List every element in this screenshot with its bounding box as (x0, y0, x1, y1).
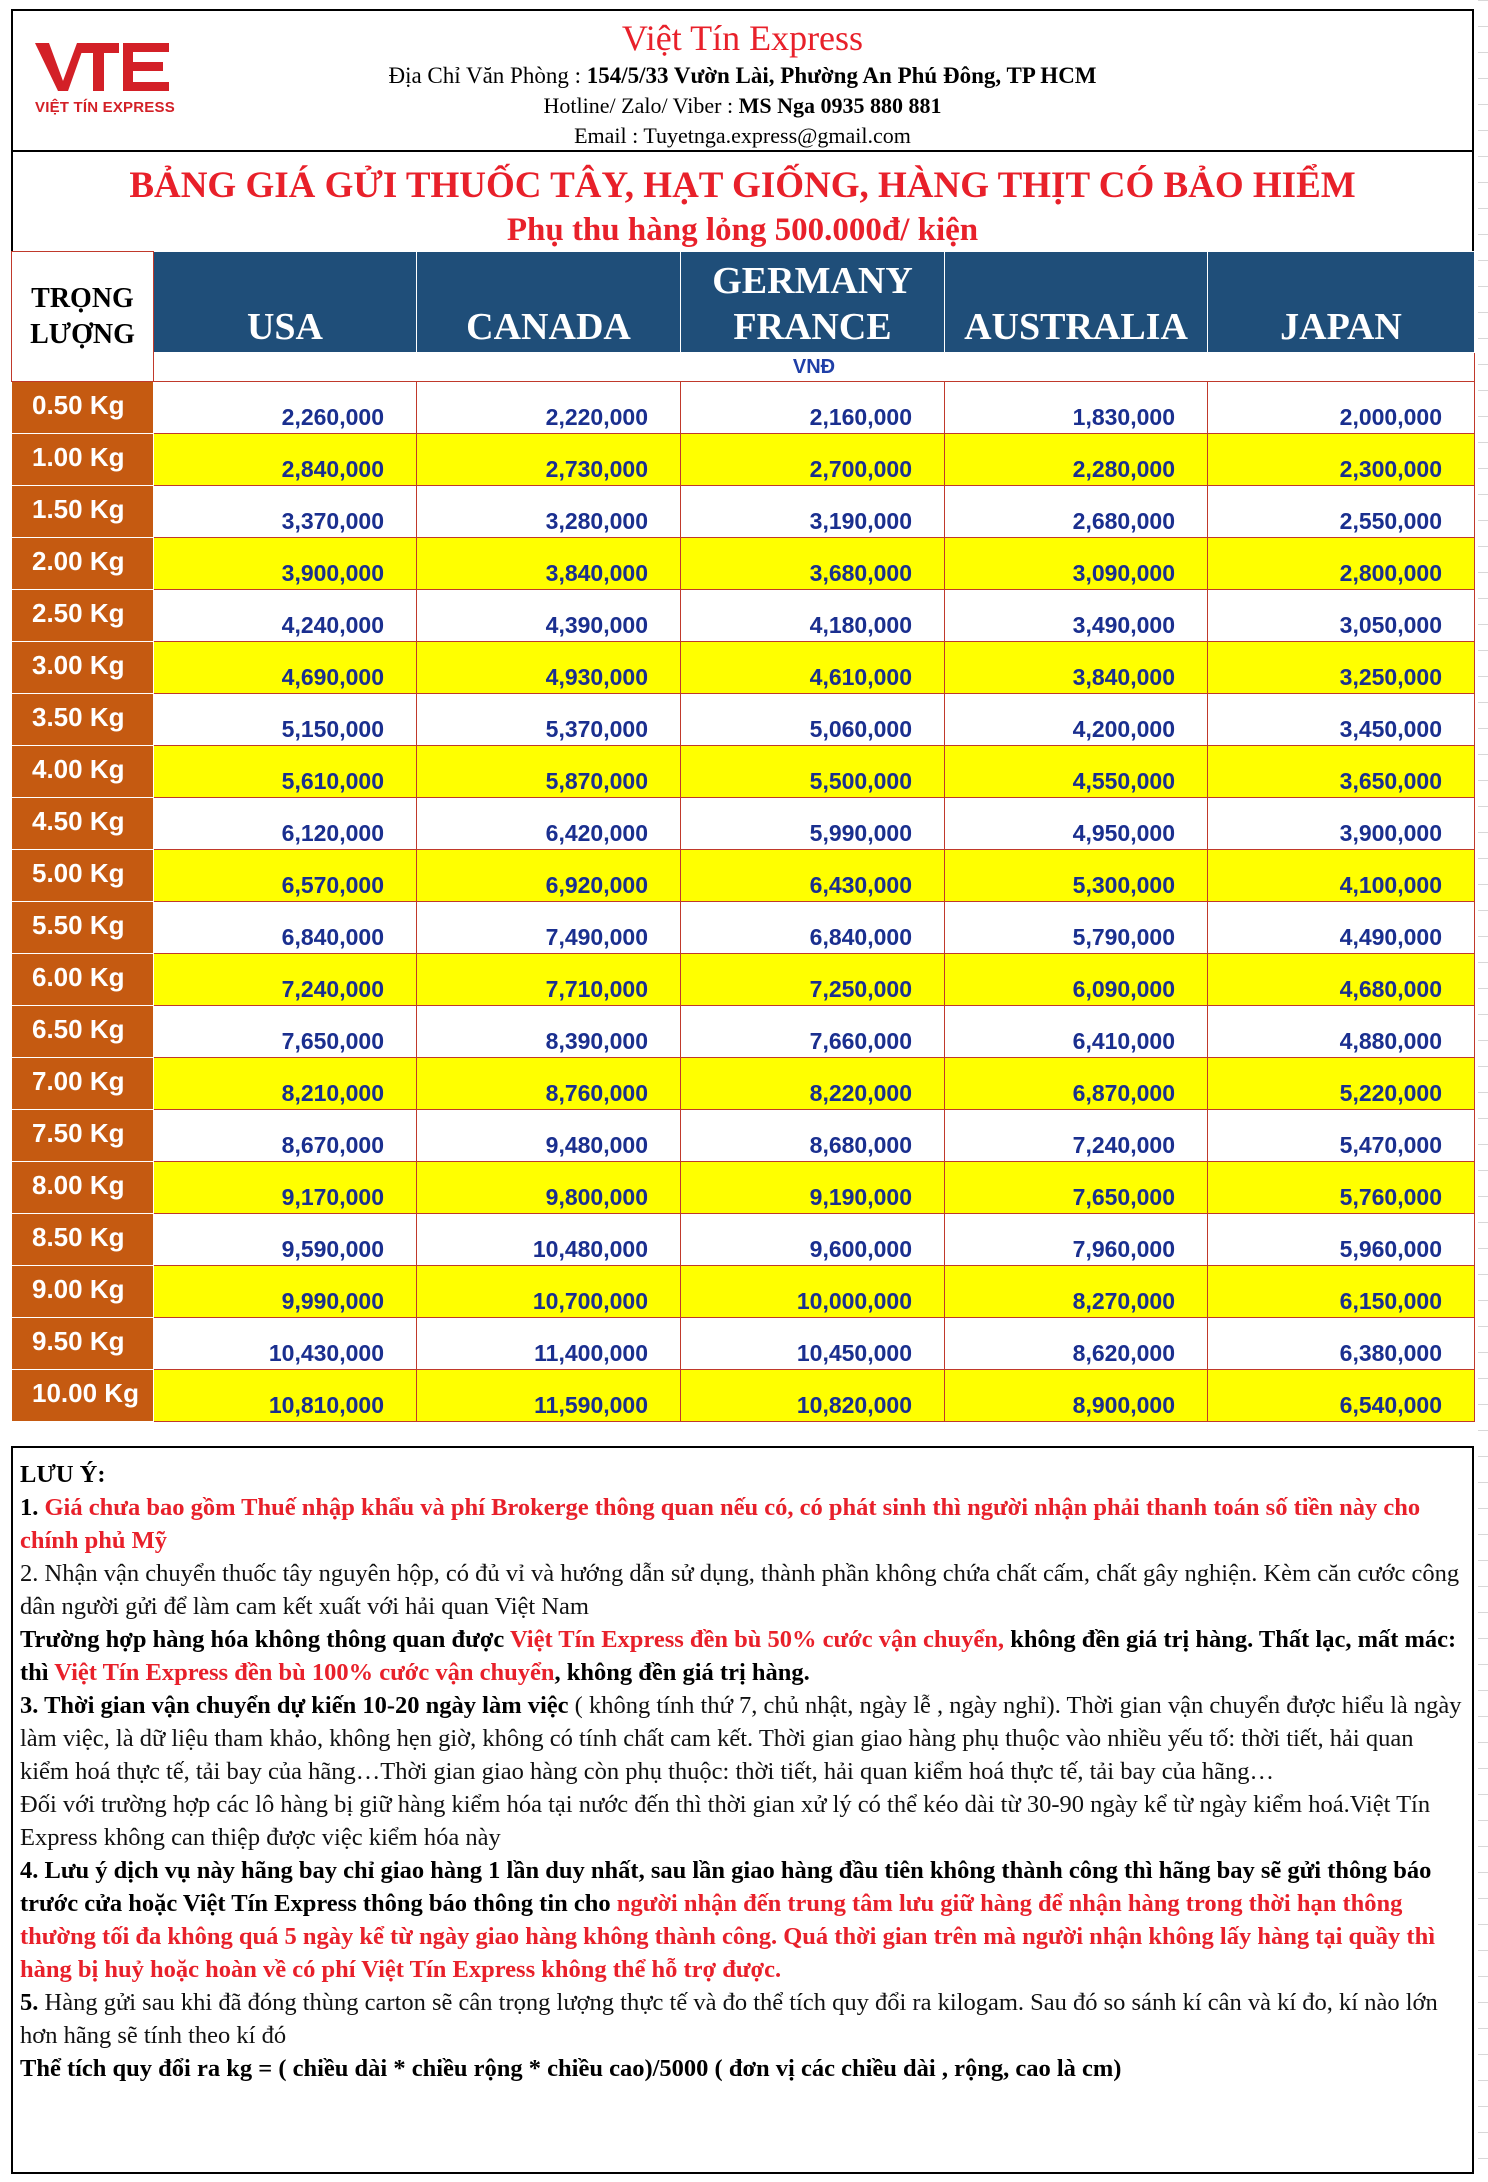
price-cell-germany-france: 4,610,000 (681, 642, 945, 694)
weight-cell: 4.50 Kg (12, 798, 154, 850)
compensation-text-c: không đền giá trị hàng. Thất lạc, mất mác: thì (20, 1626, 1457, 1686)
country-header-australia (945, 252, 1208, 353)
weight-cell: 9.00 Kg (12, 1266, 154, 1318)
price-table (11, 251, 1474, 1422)
price-cell-germany-france: 5,500,000 (681, 746, 945, 798)
price-cell-canada: 6,420,000 (417, 798, 681, 850)
note-1 (20, 1491, 1466, 1557)
weight-cell: 3.50 Kg (12, 694, 154, 746)
note-1-number: 1. (20, 1494, 45, 1521)
compensation-text-b: Việt Tín Express đền bù 50% cước vận chuyển, (509, 1626, 1005, 1653)
price-cell-germany-france: 3,190,000 (681, 486, 945, 538)
price-cell-australia: 6,090,000 (945, 954, 1208, 1006)
price-cell-germany-france: 8,220,000 (681, 1058, 945, 1110)
price-cell-australia: 8,620,000 (945, 1318, 1208, 1370)
price-cell-japan: 5,470,000 (1208, 1110, 1475, 1162)
table-row (12, 1370, 1475, 1422)
table-row (12, 694, 1475, 746)
note-5 (20, 1986, 1466, 2052)
note-3-text: ( không tính thứ 7, chủ nhật, ngày lễ , ngày nghỉ). Thời gian vận chuyển được hiểu là ngày làm việc, là dữ liệu tham khảo, không hẹn giờ, không có tính chất cam kết. Thời gian giao hàng phụ thuộc vào nhiều yếu tố: thời tiết, hải quan kiểm hoá thực tế, tải bay của hãng…Thời gian giao hàng còn phụ thuộc: thời tiết, hải quan kiểm hoá thực tế, tải bay của hãng… (20, 1692, 1462, 1785)
address-value: 154/5/33 Vườn Lài, Phường An Phú Đông, TP HCM (586, 63, 1097, 88)
price-cell-japan: 6,540,000 (1208, 1370, 1475, 1422)
hotline-label: Hotline/ Zalo/ Viber : (543, 93, 739, 118)
price-cell-usa: 4,240,000 (154, 590, 417, 642)
price-cell-australia: 3,090,000 (945, 538, 1208, 590)
weight-cell: 2.50 Kg (12, 590, 154, 642)
note-4 (20, 1854, 1466, 1986)
price-cell-canada: 4,390,000 (417, 590, 681, 642)
price-cell-usa: 8,210,000 (154, 1058, 417, 1110)
title-main: BẢNG GIÁ GỬI THUỐC TÂY, HẠT GIỐNG, HÀNG THỊT CÓ BẢO HIỂM (129, 165, 1356, 206)
weight-cell: 1.00 Kg (12, 434, 154, 486)
table-row (12, 1318, 1475, 1370)
note-3 (20, 1689, 1466, 1788)
country-line2: JAPAN (1280, 306, 1402, 348)
price-cell-canada: 7,710,000 (417, 954, 681, 1006)
price-cell-canada: 9,800,000 (417, 1162, 681, 1214)
price-cell-canada: 5,370,000 (417, 694, 681, 746)
note-3b: Đối với trường hợp các lô hàng bị giữ hàng kiểm hóa tại nước đến thì thời gian xử lý có thể kéo dài từ 30-90 ngày kể từ ngày kiểm hoá.Việt Tín Express không can thiệp được việc kiểm hóa này (20, 1791, 1431, 1851)
price-cell-usa: 5,610,000 (154, 746, 417, 798)
price-cell-australia: 6,870,000 (945, 1058, 1208, 1110)
weight-cell: 0.50 Kg (12, 382, 154, 434)
note-5-number: 5. (20, 1989, 45, 2016)
price-cell-canada: 3,840,000 (417, 538, 681, 590)
weight-cell: 4.00 Kg (12, 746, 154, 798)
table-row (12, 902, 1475, 954)
price-cell-germany-france: 9,600,000 (681, 1214, 945, 1266)
company-header (11, 9, 1474, 152)
price-cell-canada: 9,480,000 (417, 1110, 681, 1162)
price-cell-canada: 2,730,000 (417, 434, 681, 486)
price-cell-usa: 9,590,000 (154, 1214, 417, 1266)
price-cell-usa: 10,810,000 (154, 1370, 417, 1422)
weight-header (12, 252, 154, 382)
table-row (12, 850, 1475, 902)
price-cell-usa: 5,150,000 (154, 694, 417, 746)
price-cell-japan: 2,550,000 (1208, 486, 1475, 538)
price-cell-germany-france: 5,990,000 (681, 798, 945, 850)
note-2-number: 2. (20, 1560, 45, 1587)
table-row (12, 642, 1475, 694)
price-cell-japan: 3,050,000 (1208, 590, 1475, 642)
note-2-compensation (20, 1623, 1466, 1689)
spreadsheet-gridlines (1478, 0, 1488, 2182)
country-line2: USA (246, 306, 324, 348)
price-cell-germany-france: 5,060,000 (681, 694, 945, 746)
compensation-text-a: Trường hợp hàng hóa không thông quan được (20, 1626, 510, 1653)
price-table-title (11, 152, 1474, 251)
price-cell-japan: 2,300,000 (1208, 434, 1475, 486)
country-line2: CANADA (466, 306, 631, 348)
price-cell-japan: 2,000,000 (1208, 382, 1475, 434)
price-cell-australia: 4,550,000 (945, 746, 1208, 798)
notes-heading: LƯU Ý: (20, 1461, 106, 1488)
price-cell-japan: 5,760,000 (1208, 1162, 1475, 1214)
company-name: Việt Tín Express (621, 18, 864, 58)
price-cell-usa: 4,690,000 (154, 642, 417, 694)
price-cell-japan: 6,380,000 (1208, 1318, 1475, 1370)
table-row (12, 434, 1475, 486)
price-cell-usa: 3,900,000 (154, 538, 417, 590)
table-row (12, 746, 1475, 798)
table-row (12, 1214, 1475, 1266)
price-cell-germany-france: 6,840,000 (681, 902, 945, 954)
weight-cell: 9.50 Kg (12, 1318, 154, 1370)
price-cell-australia: 2,280,000 (945, 434, 1208, 486)
price-cell-australia: 1,830,000 (945, 382, 1208, 434)
price-cell-germany-france: 7,250,000 (681, 954, 945, 1006)
country-line2: AUSTRALIA (964, 306, 1188, 348)
price-cell-usa: 3,370,000 (154, 486, 417, 538)
price-cell-australia: 4,200,000 (945, 694, 1208, 746)
price-cell-canada: 2,220,000 (417, 382, 681, 434)
office-address (13, 63, 1472, 89)
price-cell-canada: 7,490,000 (417, 902, 681, 954)
table-row (12, 798, 1475, 850)
price-cell-japan: 3,250,000 (1208, 642, 1475, 694)
price-cell-usa: 6,570,000 (154, 850, 417, 902)
address-label: Địa Chỉ Văn Phòng : (388, 63, 587, 88)
currency-label: VNĐ (154, 353, 1475, 382)
price-cell-australia: 6,410,000 (945, 1006, 1208, 1058)
email: Email : Tuyetnga.express@gmail.com (574, 123, 911, 148)
price-cell-canada: 6,920,000 (417, 850, 681, 902)
price-cell-australia: 7,960,000 (945, 1214, 1208, 1266)
price-cell-japan: 4,680,000 (1208, 954, 1475, 1006)
price-cell-germany-france: 2,160,000 (681, 382, 945, 434)
price-cell-usa: 6,120,000 (154, 798, 417, 850)
table-row (12, 1110, 1475, 1162)
hotline (13, 93, 1472, 119)
price-cell-australia: 2,680,000 (945, 486, 1208, 538)
weight-cell: 2.00 Kg (12, 538, 154, 590)
country-line1: GERMANY (712, 260, 913, 302)
price-cell-germany-france: 3,680,000 (681, 538, 945, 590)
weight-cell: 6.50 Kg (12, 1006, 154, 1058)
table-row (12, 538, 1475, 590)
weight-header-line2: LƯỢNG (30, 318, 135, 350)
note-5-text: Hàng gửi sau khi đã đóng thùng carton sẽ cân trọng lượng thực tế và đo thể tích quy đổi ra kilogam. Sau đó so sánh kí cân và kí đo, kí nào lớn hơn hãng sẽ tính theo kí đó (20, 1989, 1438, 2049)
price-cell-usa: 2,840,000 (154, 434, 417, 486)
price-cell-canada: 8,760,000 (417, 1058, 681, 1110)
table-row (12, 1266, 1475, 1318)
price-cell-canada: 11,590,000 (417, 1370, 681, 1422)
note-volume-formula: Thể tích quy đổi ra kg = ( chiều dài * chiều rộng * chiều cao)/5000 ( đơn vị các chiều dài , rộng, cao là cm) (20, 2055, 1122, 2082)
price-cell-japan: 3,900,000 (1208, 798, 1475, 850)
price-cell-japan: 3,450,000 (1208, 694, 1475, 746)
table-row (12, 1006, 1475, 1058)
price-cell-australia: 3,490,000 (945, 590, 1208, 642)
weight-cell: 8.00 Kg (12, 1162, 154, 1214)
price-cell-canada: 5,870,000 (417, 746, 681, 798)
price-cell-canada: 10,480,000 (417, 1214, 681, 1266)
weight-cell: 10.00 Kg (12, 1370, 154, 1422)
price-cell-japan: 4,490,000 (1208, 902, 1475, 954)
weight-cell: 5.50 Kg (12, 902, 154, 954)
price-cell-canada: 8,390,000 (417, 1006, 681, 1058)
price-cell-germany-france: 10,820,000 (681, 1370, 945, 1422)
note-3-number: 3. (20, 1692, 45, 1719)
price-cell-canada: 10,700,000 (417, 1266, 681, 1318)
price-cell-canada: 4,930,000 (417, 642, 681, 694)
weight-header-line1: TRỌNG (31, 282, 134, 314)
table-row (12, 590, 1475, 642)
price-cell-germany-france: 9,190,000 (681, 1162, 945, 1214)
note-1-text: Giá chưa bao gồm Thuế nhập khẩu và phí Brokerge thông quan nếu có, có phát sinh thì người nhận phải thanh toán số tiền này cho chính phủ Mỹ (20, 1494, 1421, 1554)
price-cell-australia: 8,900,000 (945, 1370, 1208, 1422)
table-row (12, 486, 1475, 538)
table-row (12, 1058, 1475, 1110)
price-cell-usa: 2,260,000 (154, 382, 417, 434)
price-cell-usa: 6,840,000 (154, 902, 417, 954)
price-cell-australia: 7,650,000 (945, 1162, 1208, 1214)
weight-cell: 7.00 Kg (12, 1058, 154, 1110)
country-header-usa (154, 252, 417, 353)
note-2-text: Nhận vận chuyển thuốc tây nguyên hộp, có đủ vỉ và hướng dẫn sử dụng, thành phần không chứa chất cấm, chất gây nghiện. Kèm căn cước công dân người gửi để làm cam kết xuất với hải quan Việt Nam (20, 1560, 1460, 1620)
hotline-value: MS Nga 0935 880 881 (738, 93, 942, 118)
price-cell-germany-france: 4,180,000 (681, 590, 945, 642)
weight-cell: 7.50 Kg (12, 1110, 154, 1162)
price-cell-usa: 7,650,000 (154, 1006, 417, 1058)
note-4-bold: 4. Lưu ý dịch vụ này hãng bay chỉ giao hàng 1 lần duy nhất, sau lần giao hàng đầu tiên không thành công thì hãng bay sẽ gửi thông báo trước cửa hoặc Việt Tín Express thông báo thông tin cho (20, 1857, 1432, 1917)
price-cell-germany-france: 6,430,000 (681, 850, 945, 902)
price-cell-usa: 8,670,000 (154, 1110, 417, 1162)
price-cell-australia: 7,240,000 (945, 1110, 1208, 1162)
country-header-canada (417, 252, 681, 353)
weight-cell: 5.00 Kg (12, 850, 154, 902)
compensation-text-e: , không đền giá trị hàng. (554, 1659, 810, 1686)
price-cell-germany-france: 10,000,000 (681, 1266, 945, 1318)
price-cell-australia: 5,790,000 (945, 902, 1208, 954)
price-cell-japan: 5,220,000 (1208, 1058, 1475, 1110)
price-cell-germany-france: 7,660,000 (681, 1006, 945, 1058)
price-cell-australia: 5,300,000 (945, 850, 1208, 902)
table-row (12, 1162, 1475, 1214)
price-cell-japan: 3,650,000 (1208, 746, 1475, 798)
note-3-bold: Thời gian vận chuyển dự kiến 10-20 ngày làm việc (44, 1692, 569, 1719)
note-4-red: người nhận đến trung tâm lưu giữ hàng để nhận hàng trong thời hạn thông thường tối đa không quá 5 ngày kể từ ngày giao hàng không thành công. Quá thời gian trên mà người nhận không lấy hàng tại quầy thì hàng bị huỷ hoặc hoàn về có phí Việt Tín Express không thể hỗ trợ được. (20, 1890, 1436, 1983)
note-2 (20, 1557, 1466, 1623)
price-cell-japan: 5,960,000 (1208, 1214, 1475, 1266)
price-cell-canada: 3,280,000 (417, 486, 681, 538)
title-surcharge: Phụ thu hàng lỏng 500.000đ/ kiện (506, 212, 979, 248)
price-cell-germany-france: 10,450,000 (681, 1318, 945, 1370)
weight-cell: 6.00 Kg (12, 954, 154, 1006)
price-cell-japan: 6,150,000 (1208, 1266, 1475, 1318)
notes-section (11, 1446, 1474, 2174)
compensation-text-d: Việt Tín Express đền bù 100% cước vận chuyển (54, 1659, 555, 1686)
price-cell-usa: 7,240,000 (154, 954, 417, 1006)
price-cell-australia: 4,950,000 (945, 798, 1208, 850)
price-cell-germany-france: 8,680,000 (681, 1110, 945, 1162)
table-row (12, 954, 1475, 1006)
table-row (12, 382, 1475, 434)
price-cell-usa: 9,170,000 (154, 1162, 417, 1214)
price-cell-germany-france: 2,700,000 (681, 434, 945, 486)
weight-cell: 1.50 Kg (12, 486, 154, 538)
country-header-japan (1208, 252, 1475, 353)
price-cell-japan: 2,800,000 (1208, 538, 1475, 590)
country-header-germany-france (681, 252, 945, 353)
price-cell-usa: 9,990,000 (154, 1266, 417, 1318)
price-cell-australia: 3,840,000 (945, 642, 1208, 694)
price-cell-japan: 4,880,000 (1208, 1006, 1475, 1058)
price-cell-australia: 8,270,000 (945, 1266, 1208, 1318)
country-line2: FRANCE (733, 306, 892, 348)
weight-cell: 8.50 Kg (12, 1214, 154, 1266)
price-cell-canada: 11,400,000 (417, 1318, 681, 1370)
weight-cell: 3.00 Kg (12, 642, 154, 694)
price-cell-usa: 10,430,000 (154, 1318, 417, 1370)
logo-text: VIỆT TÍN EXPRESS (35, 99, 175, 116)
price-cell-japan: 4,100,000 (1208, 850, 1475, 902)
